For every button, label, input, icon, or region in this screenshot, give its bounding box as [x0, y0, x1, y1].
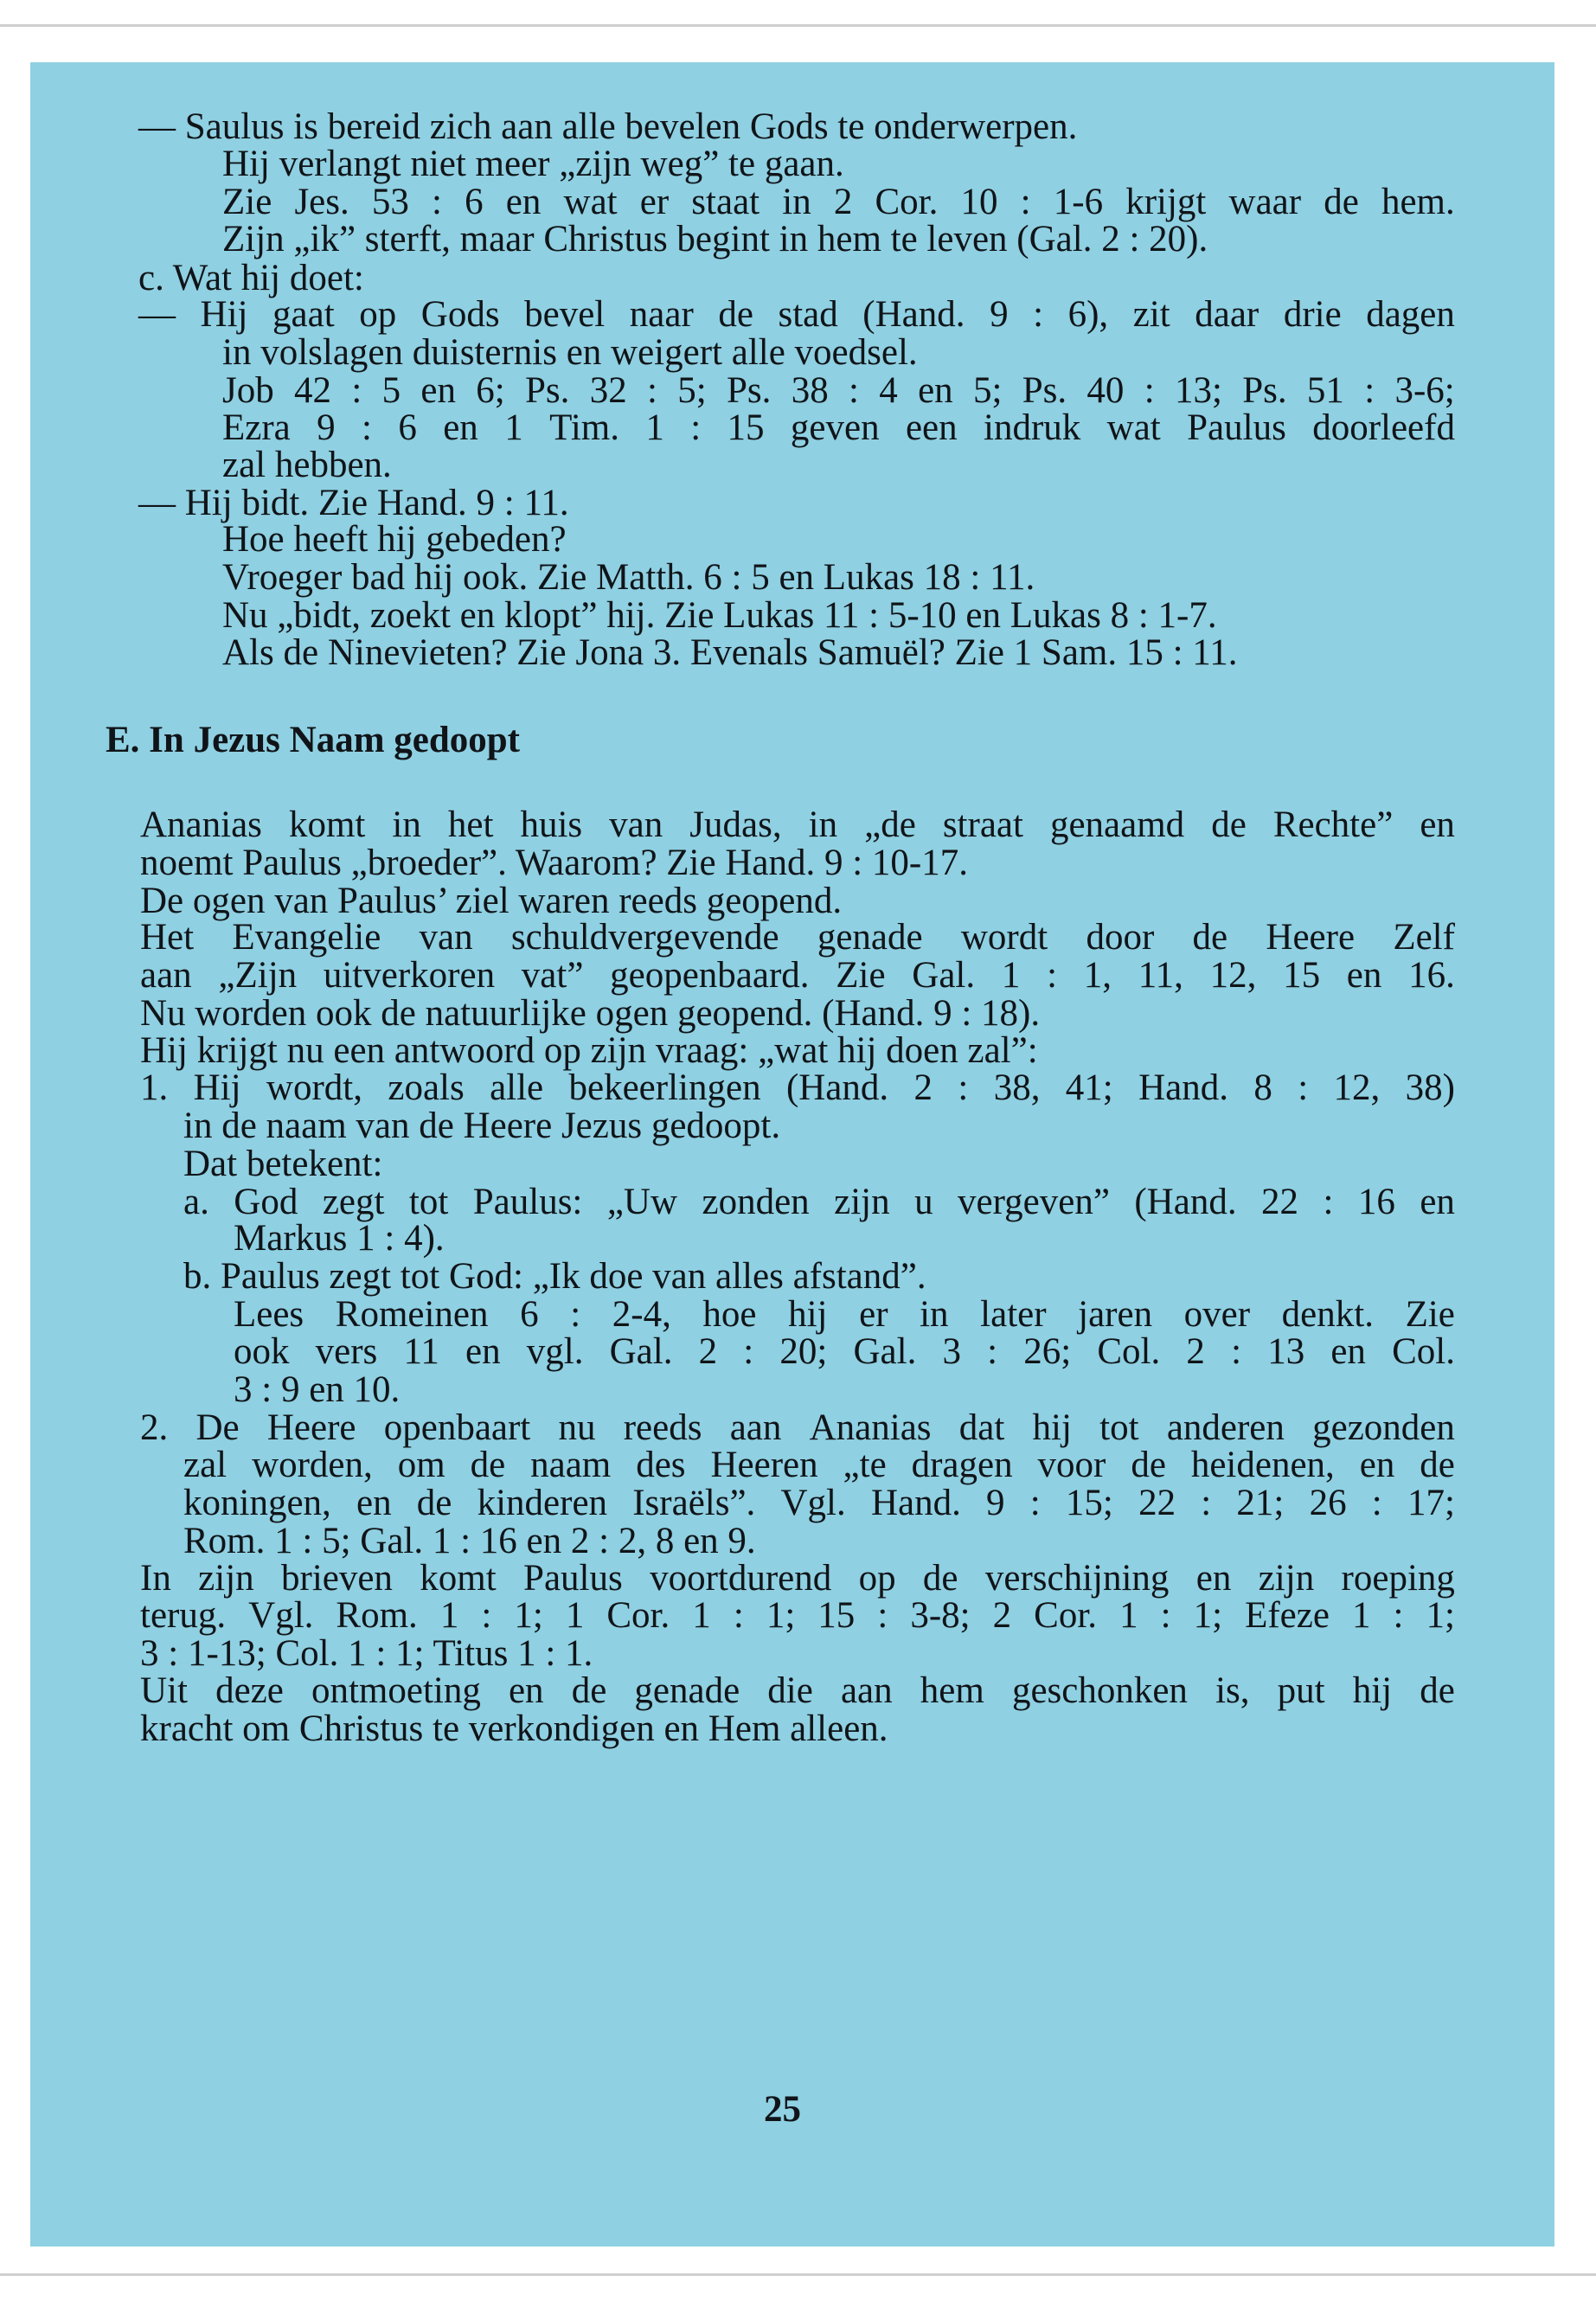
text-line: aan „Zijn uitverkoren vat” geopenbaard. Zie Gal. 1 : 1, 11, 12, 15 en 16. — [140, 955, 1455, 996]
text-line: In zijn brieven komt Paulus voortdurend op de verschijning en zijn roeping — [140, 1558, 1455, 1599]
text-line: Rom. 1 : 5; Gal. 1 : 16 en 2 : 2, 8 en 9. — [183, 1521, 756, 1561]
text-line: 1. Hij wordt, zoals alle bekeerlingen (Hand. 2 : 38, 41; Hand. 8 : 12, 38) — [140, 1067, 1455, 1108]
text-line: kracht om Christus te verkondigen en Hem alleen. — [140, 1708, 888, 1749]
text-line: — Hij bidt. Zie Hand. 9 : 11. — [138, 483, 569, 523]
text-line: Lees Romeinen 6 : 2-4, hoe hij er in later jaren over denkt. Zie — [234, 1294, 1455, 1335]
text-line: Uit deze ontmoeting en de genade die aan hem geschonken is, put hij de — [140, 1670, 1455, 1711]
text-line: Markus 1 : 4). — [234, 1218, 445, 1259]
text-line: Hij verlangt niet meer „zijn weg” te gaan. — [222, 144, 844, 184]
text-line: Zijn „ik” sterft, maar Christus begint in hem te leven (Gal. 2 : 20). — [222, 219, 1208, 260]
text-line: in de naam van de Heere Jezus gedoopt. — [183, 1106, 781, 1146]
text-line: Vroeger bad hij ook. Zie Matth. 6 : 5 en Lukas 18 : 11. — [222, 557, 1035, 598]
page-number: 25 — [764, 2089, 801, 2130]
text-line: De ogen van Paulus’ ziel waren reeds geopend. — [140, 881, 843, 921]
text-line: — Hij gaat op Gods bevel naar de stad (Hand. 9 : 6), zit daar drie dagen — [138, 294, 1455, 335]
text-line: zal worden, om de naam des Heeren „te dragen voor de heidenen, en de — [183, 1445, 1455, 1485]
text-line: Ananias komt in het huis van Judas, in „de straat genaamd de Rechte” en — [140, 804, 1455, 845]
text-line: Hij krijgt nu een antwoord op zijn vraag: „wat hij doen zal”: — [140, 1030, 1038, 1071]
text-line: noemt Paulus „broeder”. Waarom? Zie Hand. 9 : 10-17. — [140, 843, 968, 883]
text-line: a. God zegt tot Paulus: „Uw zonden zijn u vergeven” (Hand. 22 : 16 en — [183, 1182, 1455, 1222]
top-scan-edge — [0, 24, 1596, 27]
text-line: 3 : 1-13; Col. 1 : 1; Titus 1 : 1. — [140, 1633, 593, 1674]
text-line: koningen, en de kinderen Israëls”. Vgl. Hand. 9 : 15; 22 : 21; 26 : 17; — [183, 1483, 1455, 1523]
text-line: zal hebben. — [222, 445, 392, 485]
text-line: Ezra 9 : 6 en 1 Tim. 1 : 15 geven een indruk wat Paulus doorleefd — [222, 407, 1455, 448]
page-panel — [30, 62, 1554, 2247]
text-line: Het Evangelie van schuldvergevende genade wordt door de Heere Zelf — [140, 917, 1455, 958]
section-heading: E. In Jezus Naam gedoopt — [106, 720, 521, 760]
text-line: b. Paulus zegt tot God: „Ik doe van alles afstand”. — [183, 1256, 926, 1297]
text-line: Job 42 : 5 en 6; Ps. 32 : 5; Ps. 38 : 4 en 5; Ps. 40 : 13; Ps. 51 : 3-6; — [222, 370, 1455, 411]
text-line: Hoe heeft hij gebeden? — [222, 519, 567, 560]
text-line: Zie Jes. 53 : 6 en wat er staat in 2 Cor. 10 : 1-6 krijgt waar de hem. — [222, 182, 1455, 222]
text-line: — Saulus is bereid zich aan alle bevelen Gods te onderwerpen. — [138, 106, 1078, 147]
text-line: ook vers 11 en vgl. Gal. 2 : 20; Gal. 3 : 26; Col. 2 : 13 en Col. — [234, 1331, 1455, 1372]
page-content — [30, 62, 1554, 2247]
text-line: Nu worden ook de natuurlijke ogen geopend. (Hand. 9 : 18). — [140, 993, 1041, 1034]
text-line: terug. Vgl. Rom. 1 : 1; 1 Cor. 1 : 1; 15 : 3-8; 2 Cor. 1 : 1; Efeze 1 : 1; — [140, 1595, 1455, 1636]
text-line: Nu „bidt, zoekt en klopt” hij. Zie Lukas 11 : 5-10 en Lukas 8 : 1-7. — [222, 595, 1217, 636]
text-line: 3 : 9 en 10. — [234, 1369, 401, 1410]
text-line: c. Wat hij doet: — [138, 258, 364, 298]
bottom-scan-edge — [0, 2273, 1596, 2276]
text-line: Dat betekent: — [183, 1144, 383, 1184]
text-line: Als de Ninevieten? Zie Jona 3. Evenals Samuël? Zie 1 Sam. 15 : 11. — [222, 632, 1238, 673]
text-line: in volslagen duisternis en weigert alle voedsel. — [222, 332, 918, 373]
text-line: 2. De Heere openbaart nu reeds aan Ananias dat hij tot anderen gezonden — [140, 1407, 1455, 1448]
